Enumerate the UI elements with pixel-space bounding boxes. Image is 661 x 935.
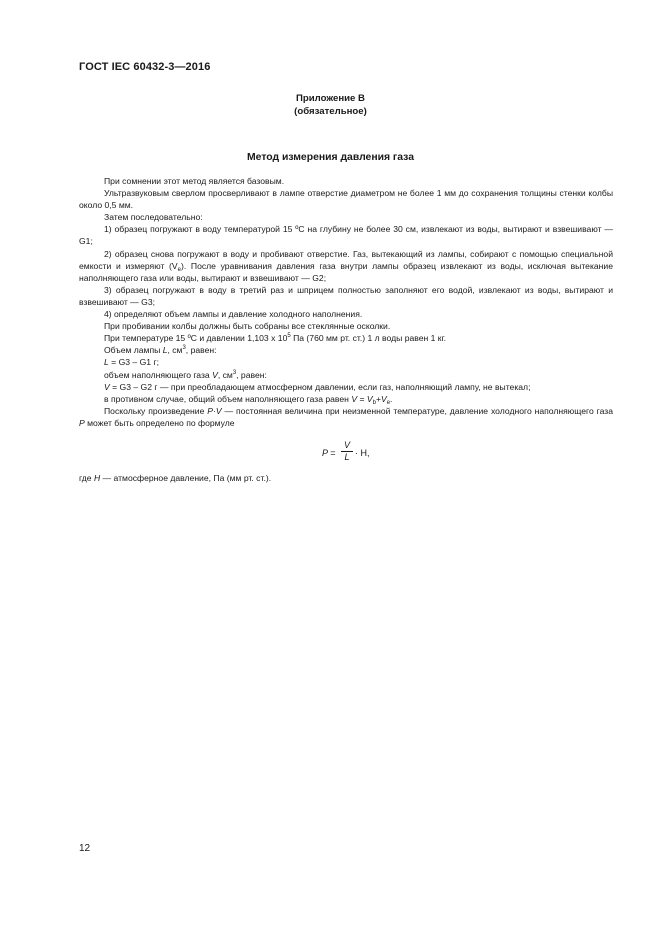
formula-rhs: · H, (355, 448, 370, 458)
section-title: Метод измерения давления газа (247, 152, 414, 163)
formula-denominator: L (344, 452, 350, 462)
body-text (79, 175, 613, 429)
paragraph: 4) определяют объем лампы и давление холодного наполнения. (104, 309, 363, 320)
annex-status: (обязательное) (294, 106, 367, 117)
paragraph: Объем лампы L, $см^3$, равен: (104, 345, 217, 356)
paragraph: 2) образец снова погружают в воду и пробивают отверстие. Газ, вытекающий из лампы, собирают с помощью специальной емкости и измеряют $(V_e)$. После уравнивания давления газа внутри лампы образец извлекают из воды, исключая вытекание наполняющего газа или воды, вытирают и взвешивают — G2; (79, 248, 613, 283)
where-clause: где H — атмосферное давление, Па (мм рт. ст.). (79, 473, 272, 483)
paragraph: Затем последовательно: (104, 212, 203, 223)
paragraph: При сомнении этот метод является базовым. (104, 176, 285, 186)
paragraph: Ультразвуковым сверлом просверливают в лампе отверстие диаметром не более 1 мм до сохранения толщины стенки колбы около 0,5 мм. (79, 188, 613, 211)
annex-title: Приложение В (296, 93, 365, 104)
formula-lhs: P = (322, 448, 336, 458)
paragraph: объем наполняющего газа V, $см^3$, равен: (104, 369, 267, 380)
paragraph: V = G3 – G2 г — при преобладающем атмосферном давлении, если газ, наполняющий лампу, не вытекал; (104, 381, 531, 392)
paragraph: При температуре 15 ºС и давлении 1,103 х $10^5$ Па (760 мм рт. ст.) 1 л воды равен 1 кг. (104, 333, 447, 344)
paragraph: Поскольку произведение P·V — постоянная величина при неизменной температуре, давление холодного наполняющего газа P может быть определено по формуле (79, 405, 613, 428)
formula-numerator: V (343, 440, 350, 450)
annex-heading (0, 92, 661, 118)
paragraph: L = G3 – G1 г; (104, 357, 159, 368)
page-number: 12 (79, 843, 91, 854)
paragraph: 1) образец погружают в воду температурой 15 ºС на глубину не более 30 см, извлекают из воды, вытирают и взвешивают — G1; (79, 224, 613, 247)
formula-fraction (341, 440, 353, 463)
paragraph: При пробивании колбы должны быть собраны все стеклянные осколки. (104, 321, 391, 332)
paragraph: в противном случае, общий объем наполняющего газа равен $V = V_b+V_e$. (104, 393, 393, 406)
paragraph: 3) образец погружают в воду в третий раз и шприцем полностью заполняют его водой, извлекают из воды, вытирают и взвешивают — G3; (79, 284, 613, 307)
document-id-header: ГОСТ IEC 60432-3—2016 (79, 61, 211, 73)
